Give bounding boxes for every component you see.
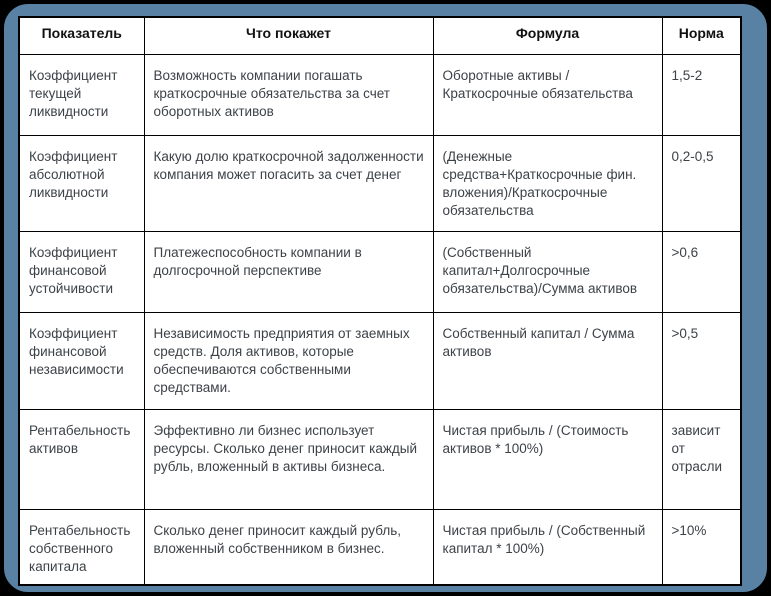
header-cell-indicator: Показатель (19, 17, 144, 54)
cell-formula: Собственный капитал / Сумма активов (433, 312, 662, 409)
header-cell-formula: Формула (433, 17, 662, 54)
table-header-row (19, 17, 741, 54)
table-row (19, 135, 741, 231)
cell-formula: Чистая прибыль / (Собственный капитал * 100%) (433, 509, 662, 585)
cell-norm: 0,2-0,5 (662, 135, 741, 231)
cell-indicator: Коэффициент абсолютной ликвидности (19, 135, 144, 231)
table-row (19, 54, 741, 135)
cell-formula: Оборотные активы / Краткосрочные обязательства (433, 54, 662, 135)
cell-description: Возможность компании погашать краткосрочные обязательства за счет оборотных активов (144, 54, 433, 135)
header-cell-norm: Норма (662, 17, 741, 54)
table-row (19, 409, 741, 509)
table-row (19, 231, 741, 312)
cell-description: Независимость предприятия от заемных средств. Доля активов, которые обеспечиваются собственными средствами. (144, 312, 433, 409)
cell-description: Эффективно ли бизнес использует ресурсы. Сколько денег приносит каждый рубль, вложенный в активы бизнеса. (144, 409, 433, 509)
cell-indicator: Коэффициент текущей ликвидности (19, 54, 144, 135)
cell-description: Платежеспособность компании в долгосрочной перспективе (144, 231, 433, 312)
cell-description: Сколько денег приносит каждый рубль, вложенный собственником в бизнес. (144, 509, 433, 585)
header-cell-description: Что покажет (144, 17, 433, 54)
cell-norm: >0,5 (662, 312, 741, 409)
cell-indicator: Коэффициент финансовой устойчивости (19, 231, 144, 312)
cell-indicator: Коэффициент финансовой независимости (19, 312, 144, 409)
table-row (19, 509, 741, 585)
cell-norm: >10% (662, 509, 741, 585)
financial-ratios-table (18, 16, 742, 586)
cell-indicator: Рентабельность собственного капитала (19, 509, 144, 585)
cell-norm: 1,5-2 (662, 54, 741, 135)
cell-description: Какую долю краткосрочной задолженности компания может погасить за счет денег (144, 135, 433, 231)
cell-norm: зависит от отрасли (662, 409, 741, 509)
table-row (19, 312, 741, 409)
cell-formula: (Собственный капитал+Долгосрочные обязательства)/Сумма активов (433, 231, 662, 312)
cell-formula: Чистая прибыль / (Стоимость активов * 100%) (433, 409, 662, 509)
cell-indicator: Рентабельность активов (19, 409, 144, 509)
cell-formula: (Денежные средства+Краткосрочные фин. вложения)/Краткосрочные обязательства (433, 135, 662, 231)
cell-norm: >0,6 (662, 231, 741, 312)
